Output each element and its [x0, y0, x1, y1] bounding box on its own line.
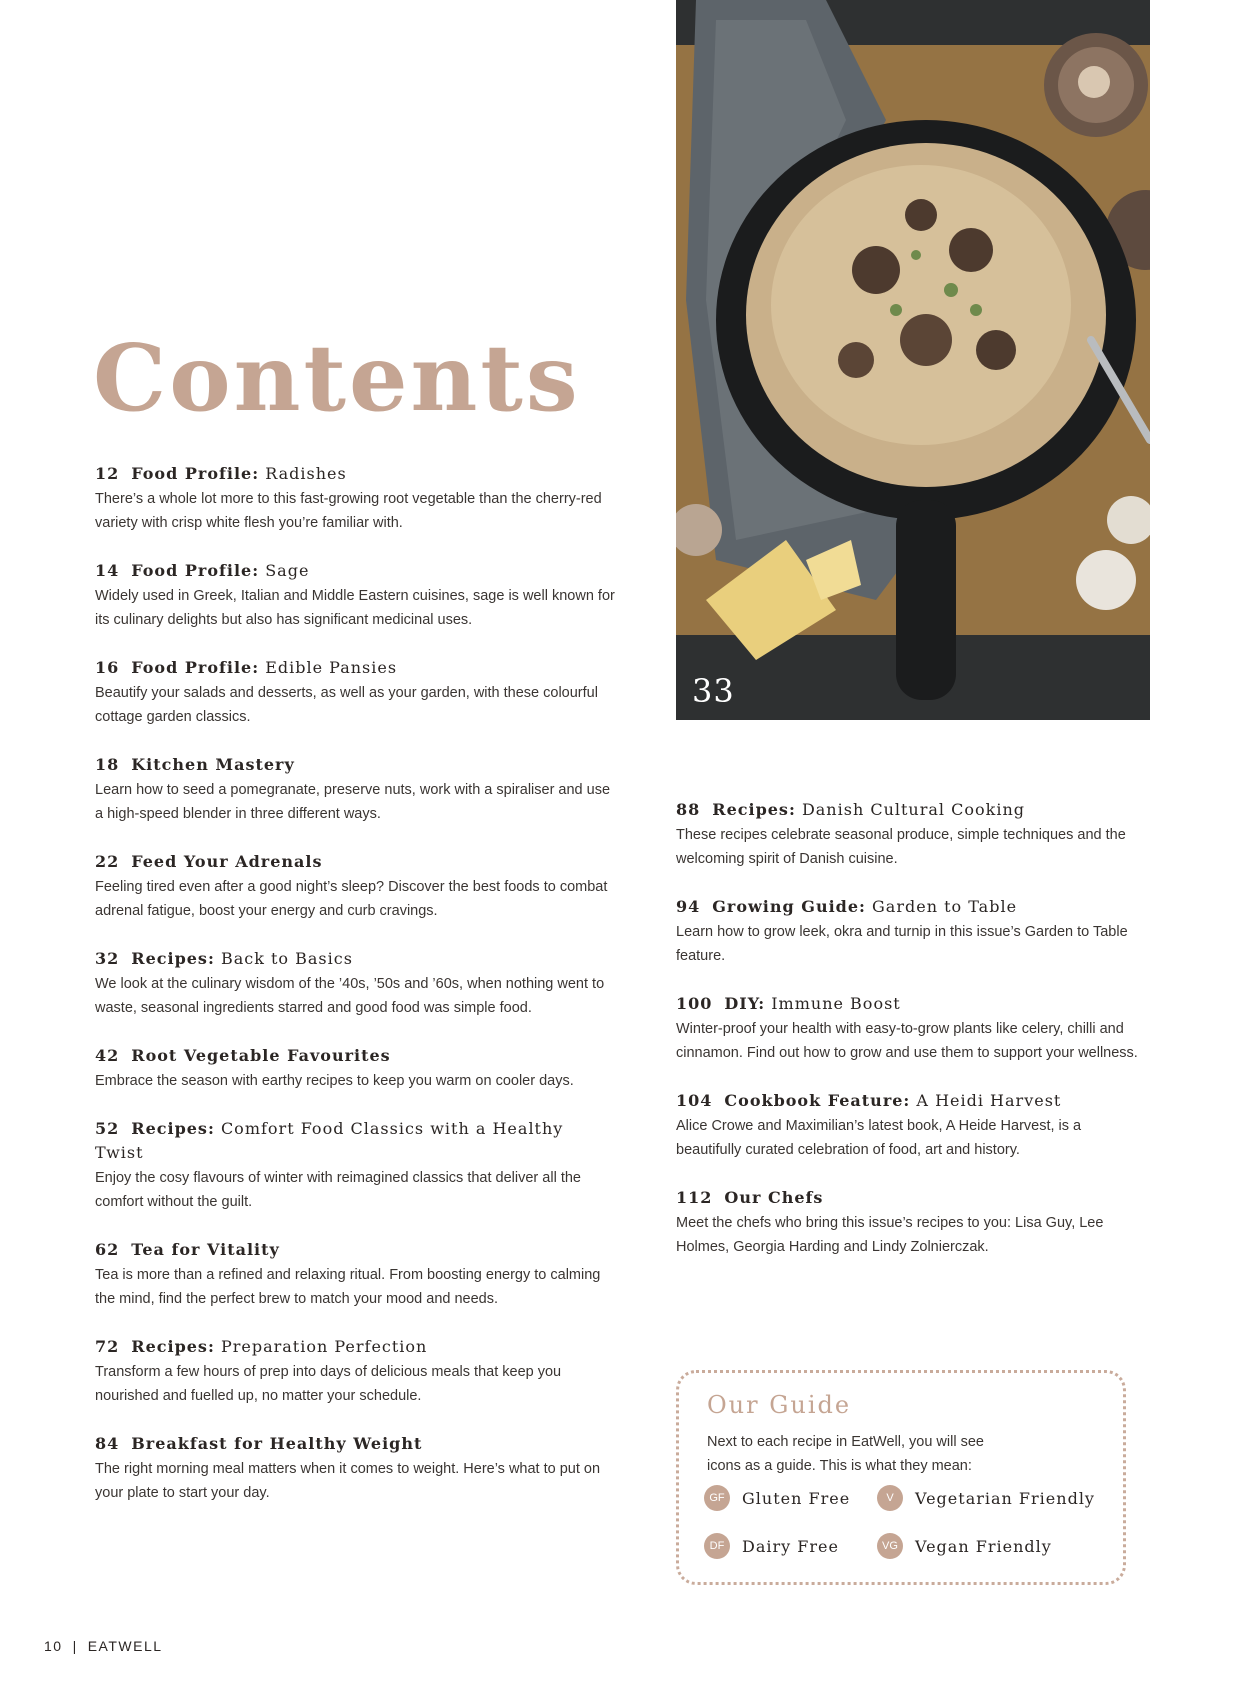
entry-description: Embrace the season with earthy recipes to keep you warm on cooler days.	[95, 1073, 574, 1089]
entry-category: Recipes:	[712, 800, 796, 819]
entry-category: Kitchen Mastery	[131, 755, 295, 774]
entry-title: Garden to Table	[872, 897, 1018, 916]
contents-entry[interactable]	[676, 798, 1146, 871]
entry-category: Breakfast for Healthy Weight	[131, 1434, 423, 1453]
vegan-icon: VG	[877, 1533, 903, 1559]
entry-title: Radishes	[265, 464, 347, 483]
entry-title: Back to Basics	[220, 949, 353, 968]
entry-description: Learn how to seed a pomegranate, preserve nuts, work with a spiraliser and use a high-speed blender in three different ways.	[95, 782, 611, 822]
entry-page-number: 14	[95, 561, 120, 580]
entry-description: There’s a whole lot more to this fast-growing root vegetable than the cherry-red variety with crisp white flesh you’re familiar with.	[95, 491, 602, 531]
entry-title: Preparation Perfection	[220, 1337, 428, 1356]
entry-category: Recipes:	[131, 1119, 215, 1138]
entry-title: Danish Cultural Cooking	[801, 800, 1025, 819]
contents-entry[interactable]	[95, 1238, 615, 1311]
entry-description: These recipes celebrate seasonal produce, simple techniques and the welcoming spirit of Danish cuisine.	[676, 827, 1126, 867]
contents-right-column	[676, 798, 1146, 1283]
footer-page-number: 10	[44, 1638, 63, 1654]
entry-category: Recipes:	[131, 1337, 215, 1356]
entry-page-number: 72	[95, 1337, 120, 1356]
entry-title: Immune Boost	[771, 994, 901, 1013]
entry-description: We look at the culinary wisdom of the ’40s, ’50s and ’60s, when nothing went to waste, seasonal ingredients starred and good food was simple food.	[95, 976, 605, 1016]
entry-description: Learn how to grow leek, okra and turnip in this issue’s Garden to Table feature.	[676, 924, 1128, 964]
entry-category: Our Chefs	[724, 1188, 824, 1207]
contents-entry[interactable]	[95, 753, 615, 826]
entry-description: The right morning meal matters when it comes to weight. Here’s what to put on your plate to start your day.	[95, 1461, 601, 1501]
entry-title: Sage	[265, 561, 310, 580]
contents-entry[interactable]	[95, 462, 615, 535]
gluten-free-icon: GF	[704, 1485, 730, 1511]
contents-entry[interactable]	[676, 992, 1146, 1065]
entry-category: Cookbook Feature:	[724, 1091, 911, 1110]
entry-page-number: 22	[95, 852, 120, 871]
entry-page-number: 88	[676, 800, 701, 819]
entry-page-number: 16	[95, 658, 120, 677]
footer-separator: |	[72, 1638, 78, 1654]
entry-description: Meet the chefs who bring this issue’s recipes to you: Lisa Guy, Lee Holmes, Georgia Harding and Lindy Zolnierczak.	[676, 1215, 1104, 1255]
entry-title: A Heidi Harvest	[916, 1091, 1062, 1110]
contents-entry[interactable]	[676, 1089, 1146, 1162]
legend-label: Dairy Free	[742, 1536, 839, 1556]
guide-title: Our Guide	[707, 1391, 852, 1419]
page-title: Contents	[93, 324, 581, 432]
entry-category: Growing Guide:	[712, 897, 866, 916]
entry-description: Widely used in Greek, Italian and Middle Eastern cuisines, sage is well known for its culinary delights but also has significant medicinal uses.	[95, 588, 615, 628]
contents-entry[interactable]	[95, 850, 615, 923]
legend-label: Vegan Friendly	[915, 1536, 1052, 1556]
entry-page-number: 94	[676, 897, 701, 916]
entry-description: Enjoy the cosy flavours of winter with reimagined classics that deliver all the comfort without the guilt.	[95, 1170, 581, 1210]
entry-page-number: 12	[95, 464, 120, 483]
entry-page-number: 100	[676, 994, 713, 1013]
contents-entry[interactable]	[676, 1186, 1146, 1259]
entry-description: Tea is more than a refined and relaxing ritual. From boosting energy to calming the mind, find the perfect brew to match your mood and needs.	[95, 1267, 601, 1307]
contents-entry[interactable]	[95, 1117, 615, 1214]
entry-description: Winter-proof your health with easy-to-grow plants like celery, chilli and cinnamon. Find out how to grow and use them to support your wellness.	[676, 1021, 1138, 1061]
entry-page-number: 62	[95, 1240, 120, 1259]
entry-page-number: 112	[676, 1188, 713, 1207]
legend-label: Vegetarian Friendly	[915, 1488, 1095, 1508]
entry-title: Edible Pansies	[265, 658, 398, 677]
dairy-free-icon: DF	[704, 1533, 730, 1559]
hero-photo[interactable]	[676, 0, 1150, 720]
entry-page-number: 84	[95, 1434, 120, 1453]
entry-category: Food Profile:	[131, 464, 260, 483]
vegetarian-icon: V	[877, 1485, 903, 1511]
entry-description: Transform a few hours of prep into days of delicious meals that keep you nourished and fuelled up, no matter your schedule.	[95, 1364, 562, 1404]
entry-category: Food Profile:	[131, 658, 260, 677]
mushroom-pasta-illustration	[676, 0, 1150, 720]
entry-category: DIY:	[724, 994, 766, 1013]
entry-page-number: 32	[95, 949, 120, 968]
entry-page-number: 52	[95, 1119, 120, 1138]
contents-entry[interactable]	[95, 656, 615, 729]
entry-category: Recipes:	[131, 949, 215, 968]
entry-page-number: 104	[676, 1091, 713, 1110]
legend-gluten-free	[704, 1485, 850, 1511]
photo-page-number: 33	[692, 672, 735, 710]
footer-magazine-name: EATWELL	[87, 1638, 163, 1654]
entry-description: Alice Crowe and Maximilian’s latest book, A Heide Harvest, is a beautifully curated celebration of food, art and history.	[676, 1118, 1082, 1158]
legend-dairy-free	[704, 1533, 839, 1559]
guide-intro: Next to each recipe in EatWell, you will see icons as a guide. This is what they mean:	[707, 1434, 984, 1474]
entry-category: Food Profile:	[131, 561, 260, 580]
page-footer	[44, 1638, 163, 1654]
entry-description: Feeling tired even after a good night’s sleep? Discover the best foods to combat adrenal fatigue, boost your energy and curb cravings.	[95, 879, 608, 919]
legend-label: Gluten Free	[742, 1488, 851, 1508]
contents-entry[interactable]	[95, 1044, 615, 1093]
contents-entry[interactable]	[95, 947, 615, 1020]
contents-entry[interactable]	[95, 1432, 615, 1505]
entry-page-number: 18	[95, 755, 120, 774]
our-guide-box	[676, 1370, 1126, 1585]
entry-description: Beautify your salads and desserts, as well as your garden, with these colourful cottage garden classics.	[95, 685, 598, 725]
contents-entry[interactable]	[95, 1335, 615, 1408]
entry-title: Comfort Food Classics with a Healthy Twist	[95, 1119, 564, 1162]
entry-category: Feed Your Adrenals	[131, 852, 323, 871]
legend-vegetarian-friendly	[877, 1485, 1095, 1511]
entry-category: Root Vegetable Favourites	[131, 1046, 391, 1065]
contents-entry[interactable]	[95, 559, 615, 632]
legend-vegan-friendly	[877, 1533, 1052, 1559]
contents-left-column	[95, 462, 615, 1529]
entry-page-number: 42	[95, 1046, 120, 1065]
entry-category: Tea for Vitality	[131, 1240, 280, 1259]
contents-entry[interactable]	[676, 895, 1146, 968]
